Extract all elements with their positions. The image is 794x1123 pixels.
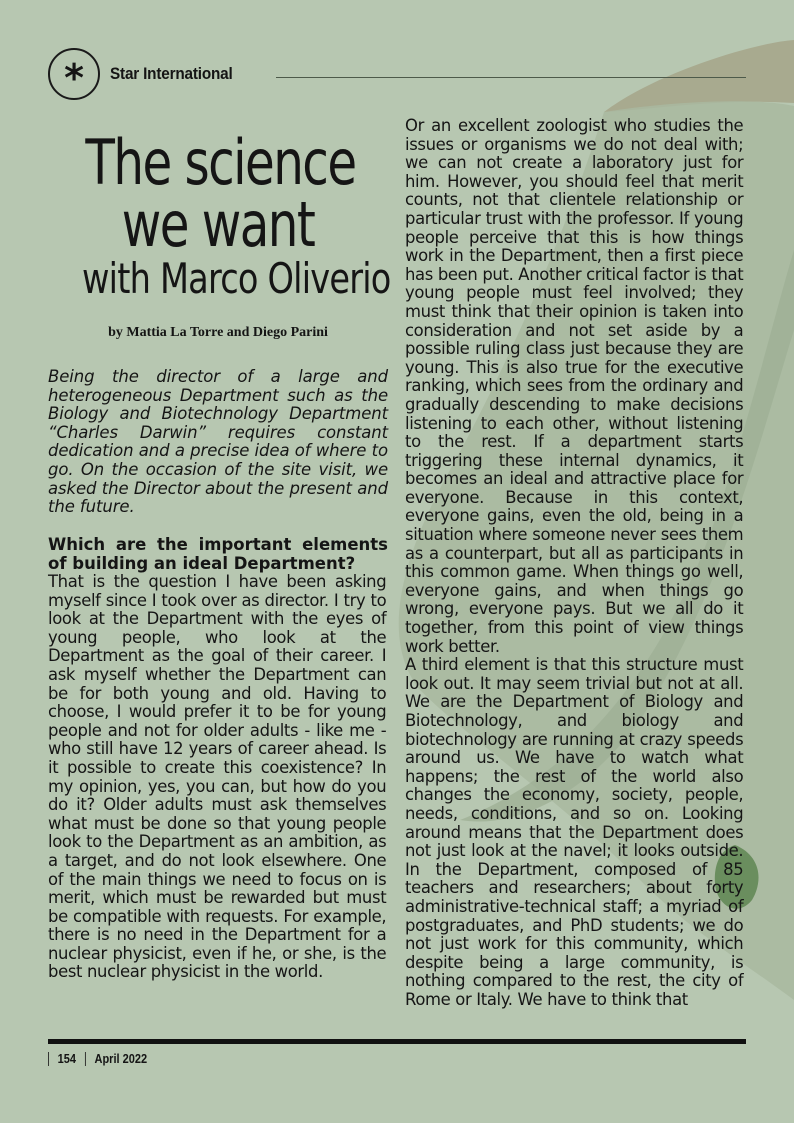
footer-divider	[48, 1039, 746, 1044]
brand-name: Star International	[110, 64, 233, 83]
leaf-shape-top	[604, 40, 794, 112]
page-number: 154	[57, 1052, 77, 1066]
footer-separator	[48, 1052, 49, 1066]
star-logo-icon	[48, 48, 100, 100]
body-paragraph: A third element is that this structure must look out. It may seem trivial but not at all. We are the Department of Biology and Biotechnology, and biology and biotechnology are running at crazy speeds around us. We have to watch what happens; the rest of the world also changes the economy, society, people, needs, conditions, and so on. Looking around means that the Department does not just look at the navel; it looks outside. In the Department, composed of 85 teachers and researchers; about forty administrative-technical staff; a myriad of postgraduates, and PhD students; we do not just work for this community, which despite being a large community, is nothing compared to the rest, the city of Rome or Italy. We have to think that	[405, 655, 744, 1009]
header-divider	[276, 77, 746, 78]
body-paragraph: That is the question I have been asking myself since I took over as director. I try to look at the Department with the eyes of young people, who look at the Department as the goal of their career. I ask myself whether the Department can be for both young and old. Having to choose, I would prefer it to be for young people and not for older adults - like me - who still have 12 years of career ahead. Is it possible to create this coexistence? In my opinion, yes, you can, but how do you do it? Older adults must ask themselves what must be done so that young people look to the Department as an ambition, as a target, and do not look elsewhere. One of the main things we need to focus on is merit, which must be rewarded but must be compatible with requests. For example, there is no need in the Department for a nuclear physicist, even if he, or she, is the best nuclear physicist in the world.	[48, 572, 387, 982]
title-line-1: The science	[85, 126, 356, 199]
page-footer	[48, 1052, 147, 1066]
body-column-left	[48, 573, 386, 982]
body-column-right	[405, 117, 743, 1010]
article-byline: by Mattia La Torre and Diego Parini	[108, 325, 328, 340]
title-line-2: we want	[121, 188, 315, 261]
article-intro: Being the director of a large and heterogeneous Department such as the Biology and Biotechnology Department “Charles Darwin” requires constant dedication and a precise idea of where to go. On the occasion of the site visit, we asked the Director about the present and the future.	[48, 367, 388, 517]
issue-date: April 2022	[94, 1052, 148, 1066]
body-paragraph: Or an excellent zoologist who studies the issues or organisms we do not deal with; we can not create a laboratory just for him. However, you should feel that merit counts, not that clientele relationship or particular trust with the professor. If young people perceive that this is how things work in the Department, then a first piece has been put. Another critical factor is that young people must feel involved; they must think that their opinion is taken into consideration and not set aside by a possible ruling class just because they are young. This is also true for the executive ranking, which sees from the ordinary and gradually descending to make decisions listening to each other, without listening to the rest. If a department starts triggering these internal dynamics, it becomes an ideal and attractive place for everyone. Because in this context, everyone gains, even the old, being in a situation where someone never sees them as a counterpart, but all as participants in this common game. When things go well, everyone gains, and when things go wrong, everyone pays. But we all do it together, from this point of view things work better.	[405, 116, 744, 656]
interview-question: Which are the important elements of building an ideal Department?	[48, 535, 388, 573]
article-subtitle: with Marco Oliverio	[82, 254, 391, 303]
asterisk-icon: *	[64, 56, 84, 100]
article-title	[48, 126, 391, 303]
footer-separator	[85, 1052, 86, 1066]
